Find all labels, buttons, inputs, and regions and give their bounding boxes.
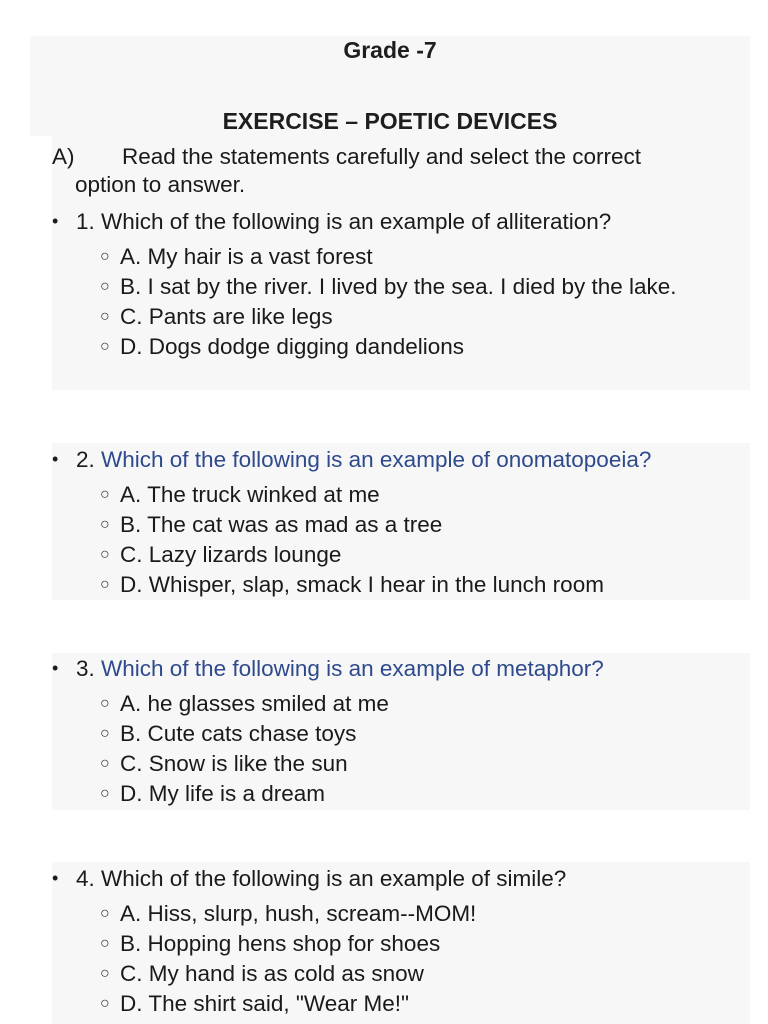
- instruction-line-1: Read the statements carefully and select the correct: [122, 144, 642, 169]
- option-text: B. I sat by the river. I lived by the sea. I died by the lake.: [120, 274, 677, 299]
- question-text: Which of the following is an example of simile?: [101, 866, 567, 891]
- option-c[interactable]: [100, 540, 720, 570]
- option-text: C. Lazy lizards lounge: [120, 542, 342, 567]
- question-2: [52, 445, 742, 474]
- question-4: [52, 864, 742, 893]
- question-3: [52, 654, 742, 683]
- option-a[interactable]: [100, 242, 720, 272]
- bullet-icon: •: [52, 211, 59, 231]
- option-d[interactable]: [100, 332, 720, 362]
- circle-bullet-icon: ○: [100, 785, 110, 802]
- bullet-icon: •: [52, 658, 59, 678]
- option-c[interactable]: [100, 749, 720, 779]
- instructions: [52, 143, 732, 199]
- exercise-title: EXERCISE – POETIC DEVICES: [222, 108, 558, 134]
- option-d[interactable]: [100, 989, 720, 1019]
- option-a[interactable]: [100, 480, 720, 510]
- section-letter: A): [52, 144, 75, 169]
- option-text: A. Hiss, slurp, hush, scream--MOM!: [120, 901, 477, 926]
- option-text: D. Dogs dodge digging dandelions: [120, 334, 465, 359]
- option-text: B. Cute cats chase toys: [120, 721, 357, 746]
- option-text: B. The cat was as mad as a tree: [120, 512, 443, 537]
- option-d[interactable]: [100, 570, 720, 600]
- circle-bullet-icon: ○: [100, 338, 110, 355]
- option-b[interactable]: [100, 719, 720, 749]
- circle-bullet-icon: ○: [100, 576, 110, 593]
- option-d[interactable]: [100, 779, 720, 809]
- option-text: C. Snow is like the sun: [120, 751, 348, 776]
- question-number: 3.: [76, 656, 95, 681]
- option-b[interactable]: [100, 272, 720, 302]
- circle-bullet-icon: ○: [100, 725, 110, 742]
- circle-bullet-icon: ○: [100, 905, 110, 922]
- question-number: 2.: [76, 447, 95, 472]
- circle-bullet-icon: ○: [100, 755, 110, 772]
- question-text: Which of the following is an example of alliteration?: [101, 209, 612, 234]
- option-b[interactable]: [100, 929, 720, 959]
- question-number: 4.: [76, 866, 95, 891]
- question-text: Which of the following is an example of onomatopoeia?: [101, 447, 652, 472]
- circle-bullet-icon: ○: [100, 965, 110, 982]
- option-text: A. he glasses smiled at me: [120, 691, 389, 716]
- circle-bullet-icon: ○: [100, 248, 110, 265]
- question-1-options: [100, 242, 720, 362]
- question-2-options: [100, 480, 720, 600]
- option-a[interactable]: [100, 689, 720, 719]
- option-text: D. Whisper, slap, smack I hear in the lunch room: [120, 572, 604, 597]
- option-text: A. My hair is a vast forest: [120, 244, 373, 269]
- question-text: Which of the following is an example of metaphor?: [101, 656, 604, 681]
- circle-bullet-icon: ○: [100, 695, 110, 712]
- question-number: 1.: [76, 209, 95, 234]
- option-text: D. The shirt said, "Wear Me!": [120, 991, 409, 1016]
- circle-bullet-icon: ○: [100, 308, 110, 325]
- option-text: A. The truck winked at me: [120, 482, 380, 507]
- option-a[interactable]: [100, 899, 720, 929]
- grade-title: Grade -7: [343, 37, 437, 63]
- circle-bullet-icon: ○: [100, 516, 110, 533]
- circle-bullet-icon: ○: [100, 546, 110, 563]
- option-text: D. My life is a dream: [120, 781, 326, 806]
- bullet-icon: •: [52, 868, 59, 888]
- option-text: C. Pants are like legs: [120, 304, 333, 329]
- circle-bullet-icon: ○: [100, 486, 110, 503]
- question-3-options: [100, 689, 720, 809]
- option-b[interactable]: [100, 510, 720, 540]
- option-c[interactable]: [100, 959, 720, 989]
- option-text: B. Hopping hens shop for shoes: [120, 931, 441, 956]
- option-c[interactable]: [100, 302, 720, 332]
- bullet-icon: •: [52, 449, 59, 469]
- question-1: [52, 207, 742, 236]
- option-text: C. My hand is as cold as snow: [120, 961, 424, 986]
- instruction-line-2: option to answer.: [75, 172, 246, 197]
- circle-bullet-icon: ○: [100, 278, 110, 295]
- question-4-options: [100, 899, 720, 1019]
- circle-bullet-icon: ○: [100, 935, 110, 952]
- circle-bullet-icon: ○: [100, 995, 110, 1012]
